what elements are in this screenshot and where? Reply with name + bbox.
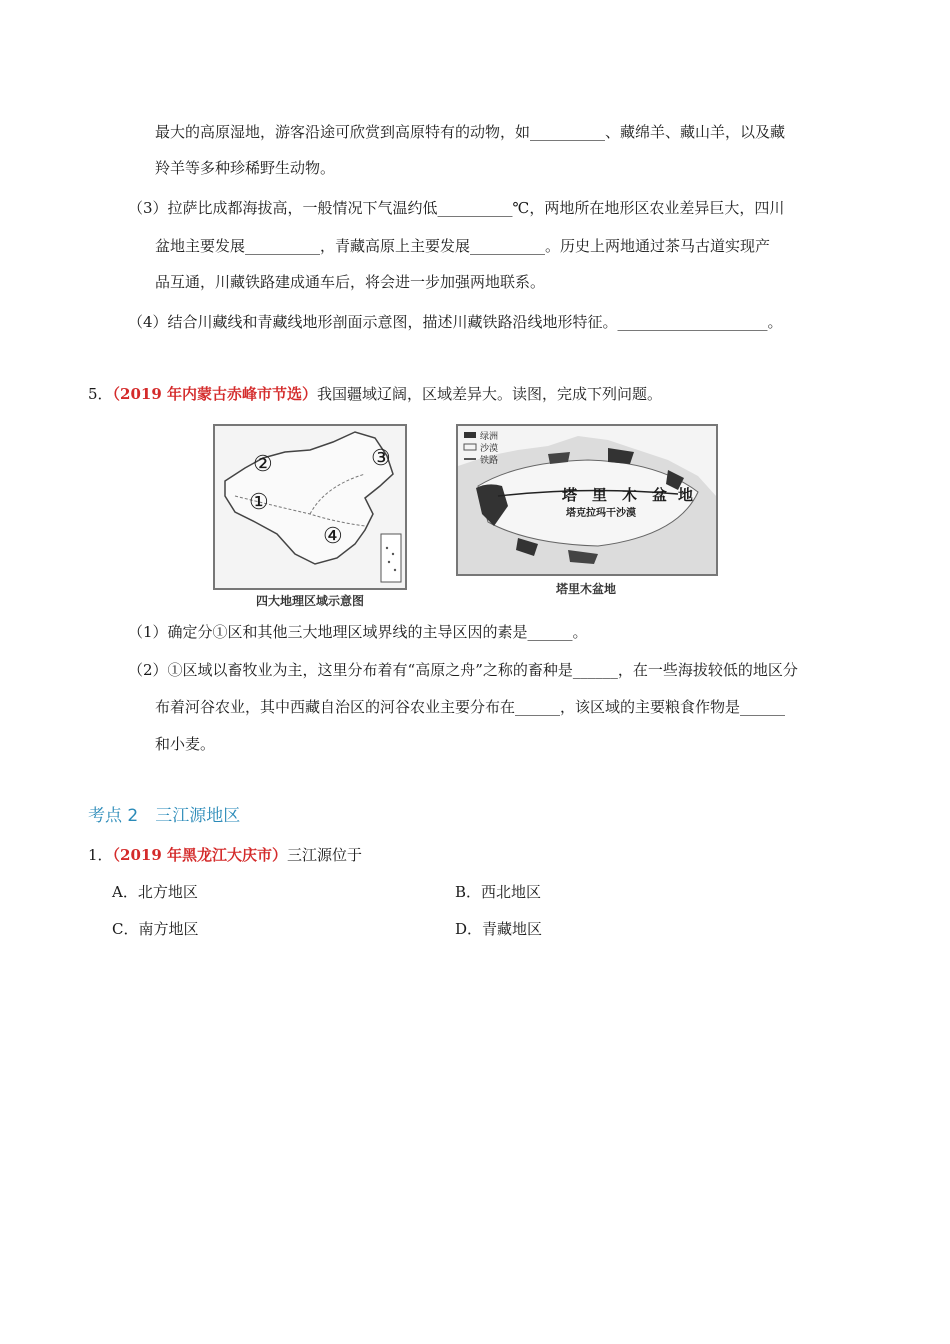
q1-option-a[interactable]: A．北方地区 <box>112 883 198 901</box>
q5-sub2-line-2: 布着河谷农业，其中西藏自治区的河谷农业主要分布在______，该区域的主要粮食作物是______ <box>155 698 786 716</box>
q1-option-b[interactable]: B．西北地区 <box>455 883 542 901</box>
legend-oasis: 绿洲 <box>480 432 499 442</box>
region-2-label: ② <box>253 452 273 477</box>
q5-text: 我国疆域辽阔，区域差异大。读图，完成下列问题。 <box>317 385 663 403</box>
q4-sub3-line-1: （3）拉萨比成都海拔高，一般情况下气温约低__________℃，两地所在地形区农业差异巨大，四川 <box>128 199 785 217</box>
region-1-label: ① <box>249 490 269 515</box>
q4-text-line-2: 羚羊等多种珍稀野生动物。 <box>155 159 336 177</box>
basin-char-2: 里 <box>592 486 608 504</box>
desert-label: 塔克拉玛干沙漠 <box>566 508 636 519</box>
q1-option-c[interactable]: C．南方地区 <box>112 920 199 938</box>
q5-sub2-line-3: 和小麦。 <box>155 735 216 753</box>
legend-desert: 沙漠 <box>480 444 499 454</box>
q4-text-line-1: 最大的高原湿地，游客沿途可欣赏到高原特有的动物，如__________、藏绵羊、藏山羊，以及藏 <box>155 123 786 141</box>
q4-sub4-line: （4）结合川藏线和青藏线地形剖面示意图，描述川藏铁路沿线地形特征。____________________。 <box>128 313 783 331</box>
q5-header <box>88 384 662 404</box>
map1-caption: 四大地理区域示意图 <box>256 594 365 608</box>
basin-char-5: 地 <box>678 486 694 504</box>
basin-char-4: 盆 <box>652 486 668 504</box>
q5-sub2-line-1: （2）①区域以畜牧业为主，这里分布着有“高原之舟”之称的畜种是______，在一些海拔较低的地区分 <box>128 661 798 679</box>
section-title: 考点 2 三江源地区 <box>88 806 241 826</box>
tarim-basin-map <box>456 424 718 576</box>
q1-text: 三江源位于 <box>287 846 363 864</box>
q4-sub3-line-2: 盆地主要发展__________，青藏高原上主要发展__________。历史上两地通过茶马古道实现产 <box>155 237 771 255</box>
q5-sub1: （1）确定分①区和其他三大地理区域界线的主导区因的素是______。 <box>128 623 588 641</box>
four-regions-map <box>213 424 407 590</box>
basin-char-1: 塔 <box>562 486 578 504</box>
basin-char-3: 木 <box>622 486 638 504</box>
legend-railway: 铁路 <box>480 456 499 466</box>
q1-number: 1． <box>88 846 113 864</box>
map2-caption: 塔里木盆地 <box>556 582 617 596</box>
q5-source: （2019 年内蒙古赤峰市节选） <box>112 385 318 403</box>
q5-number: 5． <box>88 385 113 403</box>
q1-option-d[interactable]: D．青藏地区 <box>455 920 543 938</box>
q1-header <box>88 845 362 865</box>
region-3-label: ③ <box>371 446 391 471</box>
q4-sub3-line-3: 品互通，川藏铁路建成通车后，将会进一步加强两地联系。 <box>155 273 546 291</box>
q1-source: （2019 年黑龙江大庆市） <box>112 846 288 864</box>
region-4-label: ④ <box>323 524 343 549</box>
